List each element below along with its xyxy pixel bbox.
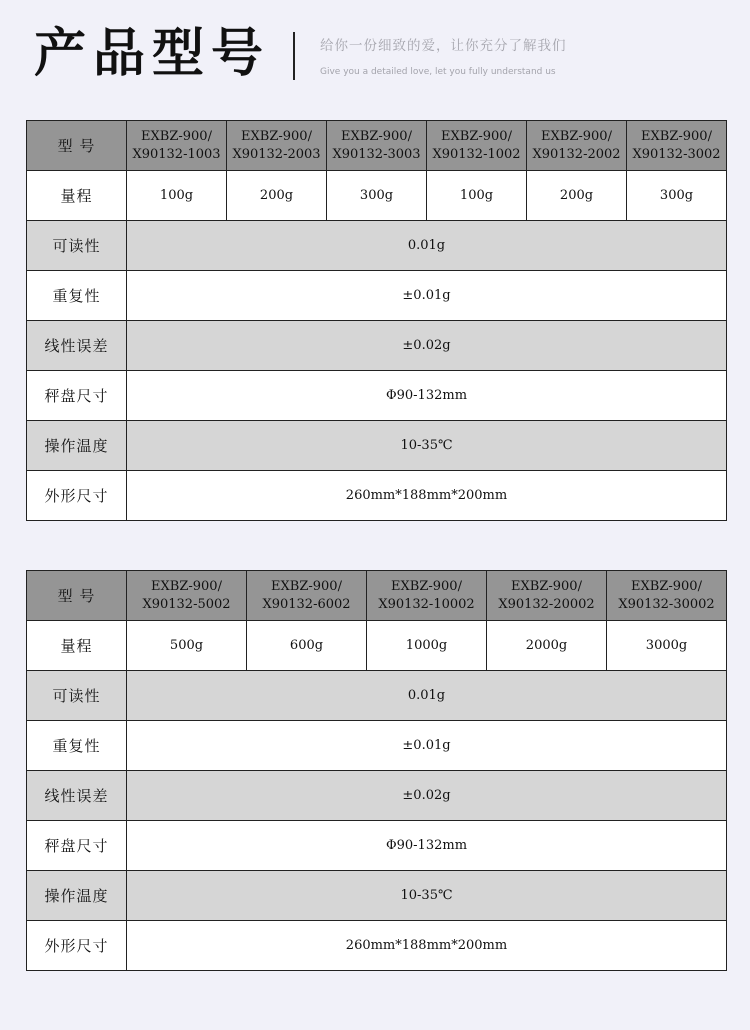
range-cell: 3000g [607, 621, 727, 671]
dimensions-value: 260mm*188mm*200mm [127, 921, 727, 971]
linearity-row [27, 321, 727, 371]
model-cell: EXBZ-900/ X90132-2002 [527, 121, 627, 171]
model-cell: EXBZ-900/ X90132-6002 [247, 571, 367, 621]
pan-size-label: 秤盘尺寸 [27, 821, 127, 871]
readability-value: 0.01g [127, 671, 727, 721]
model-cell: EXBZ-900/ X90132-3002 [627, 121, 727, 171]
range-cell: 2000g [487, 621, 607, 671]
model-label: 型 号 [27, 571, 127, 621]
range-cell: 300g [327, 171, 427, 221]
linearity-value: ±0.02g [127, 771, 727, 821]
pan-size-label: 秤盘尺寸 [27, 371, 127, 421]
header-divider [293, 32, 295, 80]
dimensions-value: 260mm*188mm*200mm [127, 471, 727, 521]
op-temp-row [27, 421, 727, 471]
repeatability-label: 重复性 [27, 271, 127, 321]
pan-size-value: Φ90-132mm [127, 821, 727, 871]
repeatability-label: 重复性 [27, 721, 127, 771]
spec-table-1 [26, 120, 727, 521]
op-temp-value: 10-35℃ [127, 421, 727, 471]
range-cell: 200g [527, 171, 627, 221]
spec-table-2 [26, 570, 727, 971]
page-header [0, 0, 750, 110]
readability-row [27, 671, 727, 721]
model-cell: EXBZ-900/ X90132-10002 [367, 571, 487, 621]
readability-label: 可读性 [27, 671, 127, 721]
pan-size-row [27, 821, 727, 871]
repeatability-row [27, 271, 727, 321]
model-cell: EXBZ-900/ X90132-3003 [327, 121, 427, 171]
model-cell: EXBZ-900/ X90132-1003 [127, 121, 227, 171]
model-label: 型 号 [27, 121, 127, 171]
range-cell: 100g [427, 171, 527, 221]
pan-size-row [27, 371, 727, 421]
range-cell: 600g [247, 621, 367, 671]
range-cell: 300g [627, 171, 727, 221]
range-row [27, 171, 727, 221]
dimensions-label: 外形尺寸 [27, 471, 127, 521]
dimensions-label: 外形尺寸 [27, 921, 127, 971]
op-temp-value: 10-35℃ [127, 871, 727, 921]
pan-size-value: Φ90-132mm [127, 371, 727, 421]
readability-value: 0.01g [127, 221, 727, 271]
repeatability-value: ±0.01g [127, 721, 727, 771]
repeatability-value: ±0.01g [127, 271, 727, 321]
readability-row [27, 221, 727, 271]
subtitle-chinese: 给你一份细致的爱，让你充分了解我们 [320, 38, 567, 54]
dimensions-row [27, 471, 727, 521]
model-cell: EXBZ-900/ X90132-1002 [427, 121, 527, 171]
repeatability-row [27, 721, 727, 771]
subtitle-english: Give you a detailed love, let you fully understand us [320, 67, 556, 77]
op-temp-label: 操作温度 [27, 871, 127, 921]
model-cell: EXBZ-900/ X90132-2003 [227, 121, 327, 171]
model-cell: EXBZ-900/ X90132-5002 [127, 571, 247, 621]
model-cell: EXBZ-900/ X90132-20002 [487, 571, 607, 621]
range-cell: 200g [227, 171, 327, 221]
range-row [27, 621, 727, 671]
op-temp-label: 操作温度 [27, 421, 127, 471]
page-title: 产品型号 [34, 24, 271, 84]
range-label: 量程 [27, 621, 127, 671]
range-cell: 1000g [367, 621, 487, 671]
linearity-row [27, 771, 727, 821]
model-row [27, 571, 727, 621]
linearity-label: 线性误差 [27, 771, 127, 821]
range-cell: 500g [127, 621, 247, 671]
linearity-label: 线性误差 [27, 321, 127, 371]
range-label: 量程 [27, 171, 127, 221]
dimensions-row [27, 921, 727, 971]
model-row [27, 121, 727, 171]
op-temp-row [27, 871, 727, 921]
readability-label: 可读性 [27, 221, 127, 271]
range-cell: 100g [127, 171, 227, 221]
linearity-value: ±0.02g [127, 321, 727, 371]
model-cell: EXBZ-900/ X90132-30002 [607, 571, 727, 621]
